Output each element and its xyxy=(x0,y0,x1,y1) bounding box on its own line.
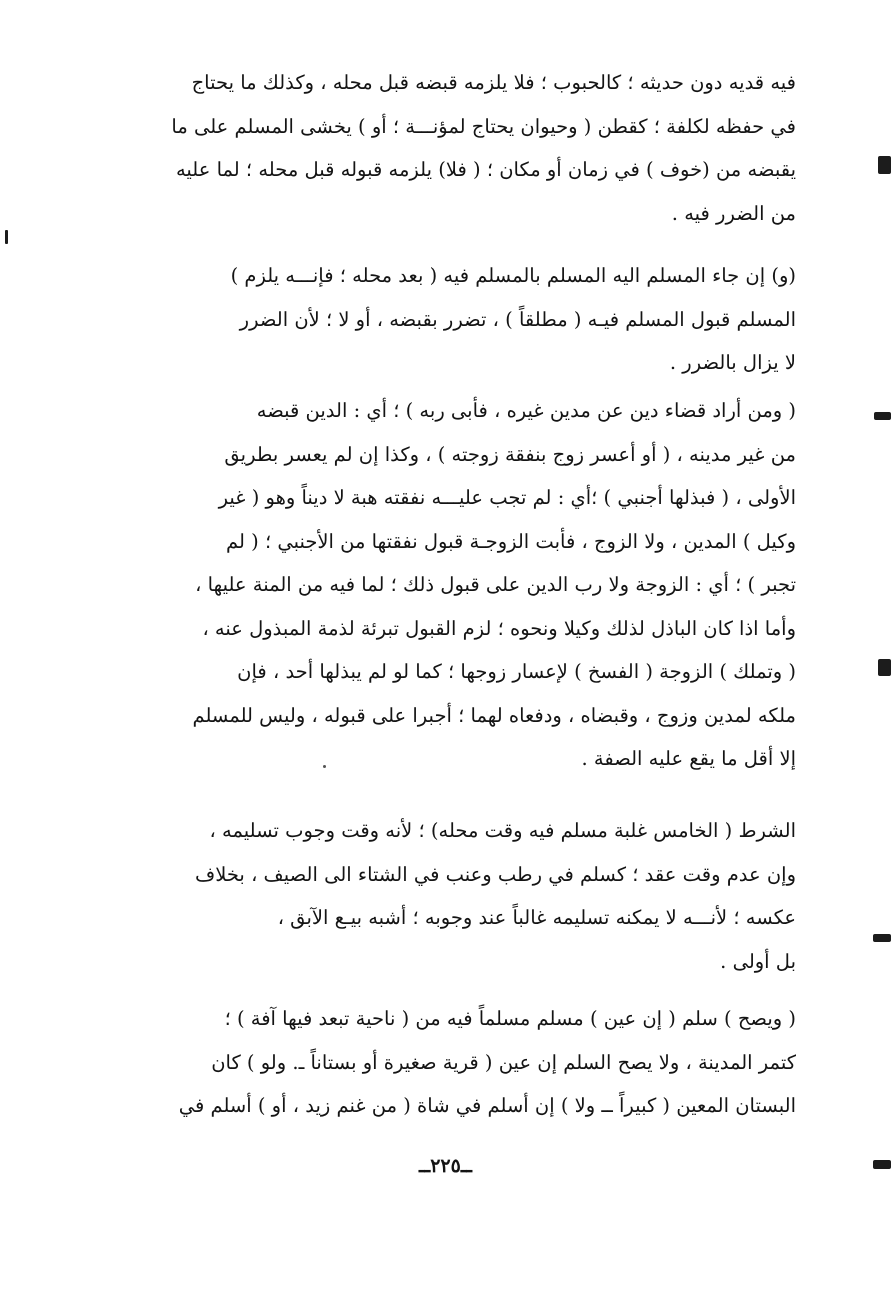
scan-artifact-mark xyxy=(878,156,891,174)
text-line: (و) إن جاء المسلم اليه المسلم بالمسلم فيه ( بعد محله ؛ فإنـــه يلزم ) xyxy=(230,264,796,287)
text-line: بل أولى . xyxy=(720,949,796,973)
text-line: من الضرر فيه . xyxy=(671,201,796,225)
text-line: فيه قديه دون حديثه ؛ كالحبوب ؛ فلا يلزمه قبضه قبل محله ، وكذلك ما يحتاج xyxy=(191,71,796,94)
text-line: ملكه لمدين وزوج ، وقبضاه ، ودفعاه لهما ؛ أجبرا على قبوله ، وليس للمسلم xyxy=(192,703,796,727)
paragraph-1 xyxy=(108,61,796,235)
scan-artifact-mark xyxy=(874,412,891,420)
scan-artifact-mark xyxy=(873,1160,891,1169)
paragraph-5 xyxy=(108,997,796,1128)
text-line: من غير مدينه ، ( أو أعسر زوج بنفقة زوجته ) ، وكذا إن لم يعسر بطريق xyxy=(224,442,796,466)
text-line: ( وتملك ) الزوجة ( الفسخ ) لإعسار زوجها ؛ كما لو لم يبذلها أحد ، فإن xyxy=(237,660,796,683)
text-line: ( ويصح ) سلم ( إن عين ) مسلم مسلماً فيه من ( ناحية تبعد فيها آفة ) ؛ xyxy=(224,1007,796,1030)
text-line: وإن عدم وقت عقد ؛ كسلم في رطب وعنب في الشتاء الى الصيف ، بخلاف xyxy=(195,862,796,886)
text-line: وكيل ) المدين ، ولا الزوج ، فأبت الزوجـة قبول نفقتها من الأجنبي ؛ ( لم xyxy=(226,529,796,553)
scan-artifact-mark xyxy=(878,659,891,676)
paragraph-3 xyxy=(108,389,796,781)
paragraph-4 xyxy=(108,809,796,983)
scan-artifact-mark xyxy=(873,934,891,942)
text-line: تجبر ) ؛ أي : الزوجة ولا رب الدين على قبول ذلك ؛ لما فيه من المنة عليها ، xyxy=(195,573,796,596)
text-line: المسلم قبول المسلم فيـه ( مطلقاً ) ، تضرر بقبضه ، أو لا ؛ لأن الضرر xyxy=(239,307,796,331)
text-line: عكسه ؛ لأنـــه لا يمكنه تسليمه غالباً عند وجوبه ؛ أشبه بيـع الآبق ، xyxy=(277,906,796,929)
page-number: ــ٢٢٥ــ xyxy=(419,1155,472,1177)
text-line: الشرط ( الخامس غلبة مسلم فيه وقت محله) ؛ لأنه وقت وجوب تسليمه ، xyxy=(209,819,796,842)
text-line: وأما اذا كان الباذل لذلك وكيلا ونحوه ؛ لزم القبول تبرئة لذمة المبذول عنه ، xyxy=(202,616,796,640)
text-line: ( ومن أراد قضاء دين عن مدين غيره ، فأبى ربه ) ؛ أي : الدين قبضه xyxy=(256,399,796,422)
text-line: كتمر المدينة ، ولا يصح السلم إن عين ( قرية صغيرة أو بستاناً ـ. ولو ) كان xyxy=(211,1050,796,1074)
text-line: لا يزال بالضرر . xyxy=(669,351,796,374)
text-line: إلا أقل ما يقع عليه الصفة . xyxy=(581,747,796,770)
paragraph-2 xyxy=(108,254,796,385)
text-line: البستان المعين ( كبيراً ــ ولا ) إن أسلم في شاة ( من غنم زيد ، أو ) أسلم في xyxy=(178,1094,796,1117)
text-line: يقبضه من (خوف ) في زمان أو مكان ؛ ( فلا) يلزمه قبوله قبل محله ؛ لما عليه xyxy=(175,158,796,181)
text-line: في حفظه لكلفة ؛ كقطن ( وحيوان يحتاج لمؤنـــة ؛ أو ) يخشى المسلم على ما xyxy=(171,114,796,138)
scan-artifact-mark xyxy=(5,230,8,244)
scan-speck xyxy=(323,765,326,768)
text-line: الأولى ، ( فبذلها أجنبي ) ؛أي : لم تجب عليـــه نفقته هبة لا ديناً وهو ( غير xyxy=(218,486,796,509)
